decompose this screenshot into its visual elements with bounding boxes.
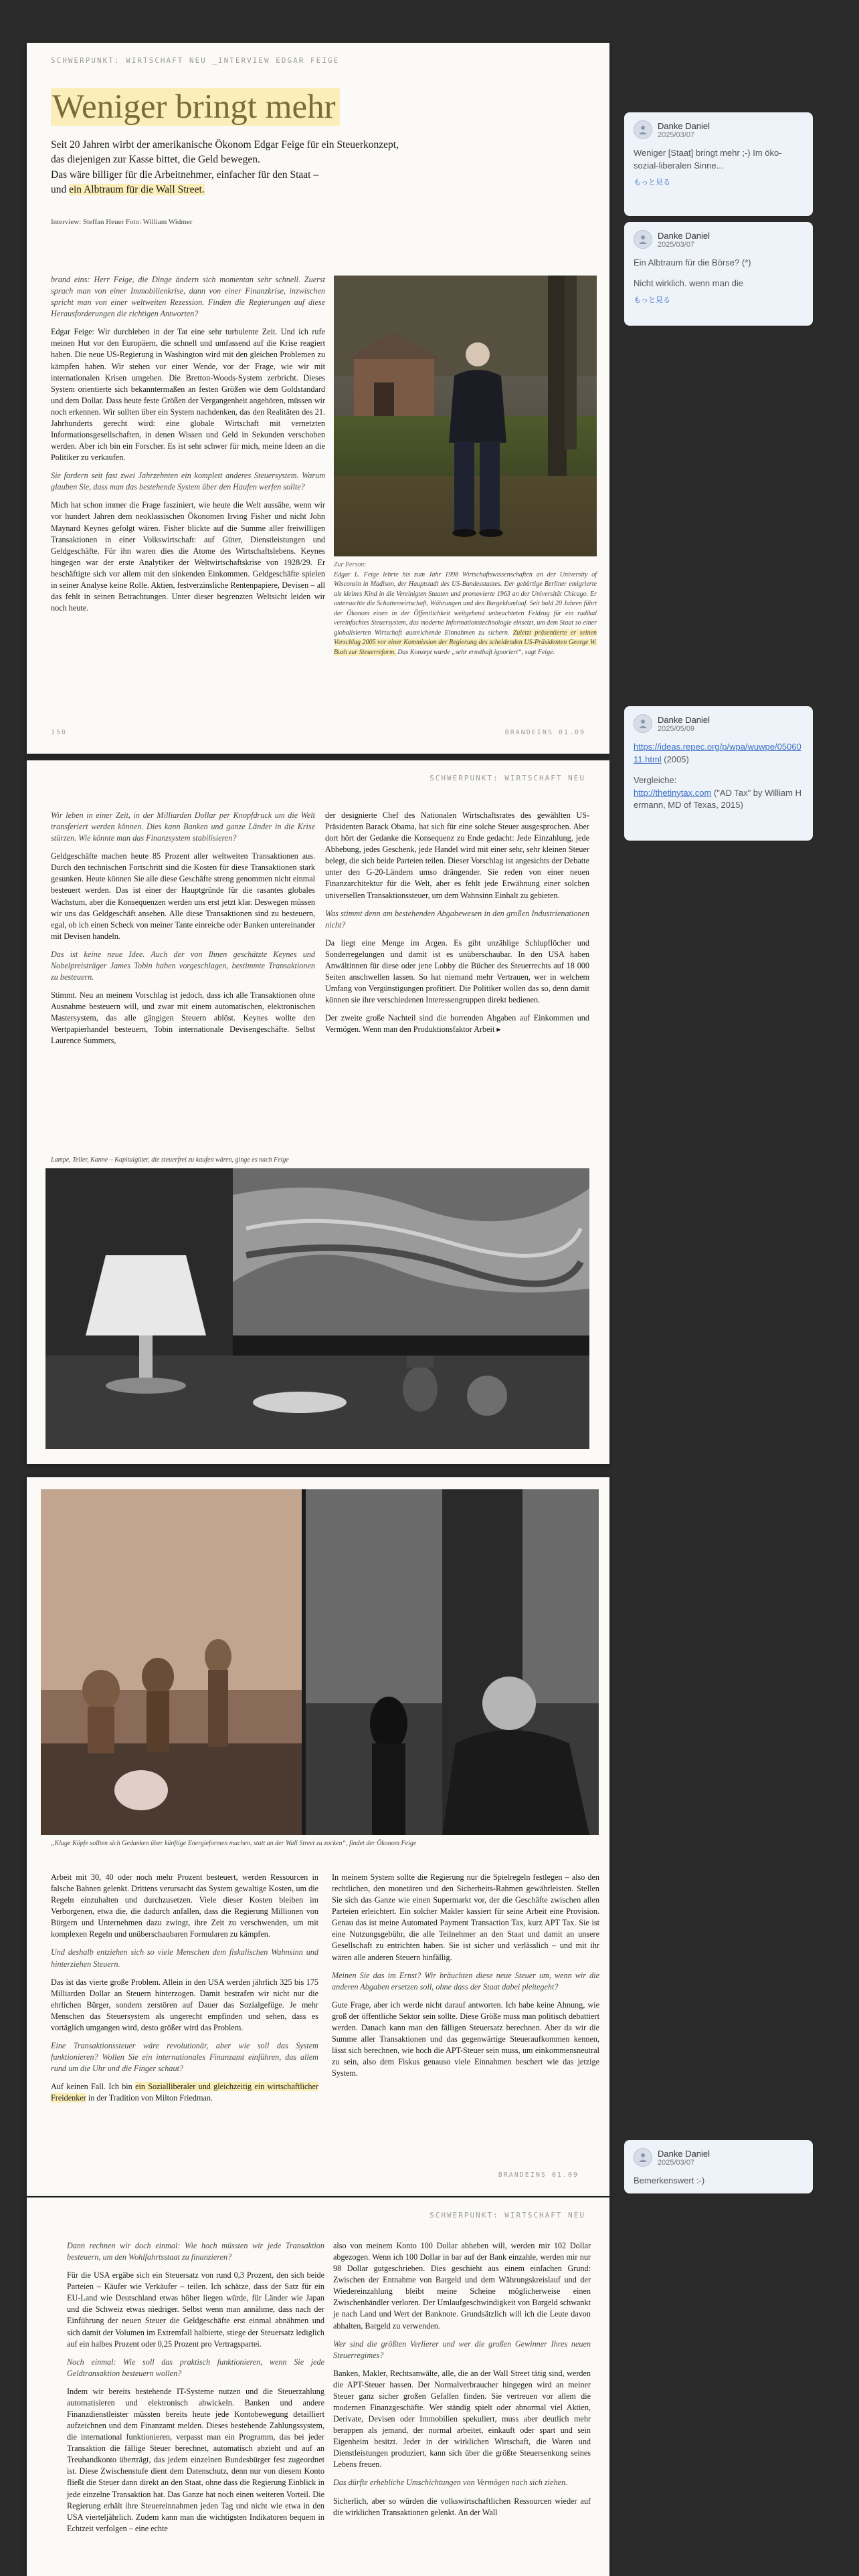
image-caption: Lampe, Teller, Kanne – Kapitalgüter, die steuerfrei zu kaufen wären, ginge es nach Feige (51, 1156, 289, 1164)
question: brand eins: Herr Feige, die Dinge ändern sich momentan sehr schnell. Zuerst sprach man von einer Immobilienkrise, dann von einer Finanzkrise, inzwischen spricht man von einer weltweiten Rezession. Finden die Regierungen auf diese Herausforderungen die richtigen Antworten? (51, 275, 325, 319)
portrait-photo (334, 276, 597, 556)
question: Sie fordern seit fast zwei Jahrzehnten ein komplett anderes Steuersystem. Warum glauben Sie, dass man das bestehende System über den Haufen werfen sollte? (51, 471, 325, 492)
answer: Für die USA ergäbe sich ein Steuersatz von rund 0,3 Prozent, den sich beide Parteien – Käufer wie Verkäufer – teilen. Ich schätze, dass der Satz für ein EU-Land wie Deutschland etwas höher liegen würde, für Länder wie Japan und die Schweiz etwas niedriger. Selbst wenn man annähme, dass nach der Einführung der neuen Steuer die Geldgeschäfte erst einmal abnähmen und sich damit der Volumen im Extremfall halbierte, stiege der Steuersatz lediglich auf ein halbes Prozent oder 0,25 Prozent pro Vertragspartei. (67, 2270, 324, 2349)
comment-date: 2025/05/09 (658, 724, 695, 733)
person-caption: Zur Person: Edgar L. Feige lehrte bis zum Jahr 1998 Wirtschaftswissenschaften an der University of Wisconsin in Madison, der Hauptstadt des US-Bundesstaates. Der gebürtige Berliner emigrierte als kleines Kind in die Vereinigten Staaten und promovierte 1963 an der Universität Chicago. Er untersuchte die Schattenwirtschaft, Währungen und den Bargeldumlauf. Seit bald 20 Jahren führt der Ökonom einen in der Öffentlichkeit weitgehend unbeachteten Feldzug für ein radikal vereinfachtes Steuersystem, das moderne Informationstechnologie einsetzt, um dem Staat so einer globalisierten Wirtschaft ausreichende Einnahmen zu sichern. Zuletzt präsentierte er seinen Vorschlag 2005 vor einer Kommission der Regierung des scheidenden US-Präsidenten George W. Bush zur Steuerreform. Das Konzept wurde „sehr ernsthaft ignoriert“, sagt Feige. (334, 561, 597, 656)
comment-card[interactable] (624, 706, 813, 841)
comment-date: 2025/03/07 (658, 240, 695, 249)
user-icon (638, 718, 648, 729)
question: Wir leben in einer Zeit, in der Milliarden Dollar per Knopfdruck um die Welt transferiert werden können. Dies kann Banken und ganze Länder in die Krise stürzen. Wie könnte man das Finanzsystem stabilisieren? (51, 811, 315, 843)
comment-author: Danke Daniel (658, 714, 710, 725)
user-icon (638, 124, 648, 135)
answer: Sicherlich, aber so würden die volkswirtschaftlichen Ressourcen wieder auf die wirklichen Transaktionen gelenkt. An der Wall (333, 2496, 591, 2517)
question: Eine Transaktionssteuer wäre revolutionär, aber wie soll das System funktionieren? Wollen Sie ein internationales Finanzamt einführen, das allem rund um die Uhr und die Finger schaut? (51, 2041, 318, 2074)
image-caption: „Kluge Köpfe sollten sich Gedanken über künftige Energieformen machen, statt an der Wall Street zu zocken“, findet der Ökonom Feige (51, 1840, 417, 1847)
question: Dann rechnen wir doch einmal: Wie hoch müssten wir jede Transaktion besteuern, um den Wohlfahrtsstaat zu finanzieren? (67, 2241, 324, 2262)
article-lead: Seit 20 Jahren wirbt der amerikanische Ökonom Edgar Feige für ein Steuerkonzept, das diejenigen zur Kasse bittet, die Geld bewegen. Das wäre billiger für die Arbeitnehmer, einfacher für den Staat – und ein Albtraum für die Wall Street. (51, 139, 399, 196)
comment-body: Bemerkenswert :-) (634, 2175, 705, 2185)
question: Das dürfte erhebliche Umschichtungen von Vermögen nach sich ziehen. (333, 2478, 568, 2488)
answer: Der zweite große Nachteil sind die horrenden Abgaben auf Einkommen und Vermögen. Wenn man den Produktionsfaktor Arbeit ▸ (325, 1013, 589, 1035)
credits: Interview: Steffan Heuer Foto: William Widmer (51, 218, 193, 226)
article-column-right (332, 1872, 599, 2086)
show-more-link[interactable]: もっと見る (634, 178, 670, 187)
article-column-left (51, 1872, 318, 2111)
avatar (634, 2148, 652, 2167)
interview-photo (41, 1489, 599, 1835)
comment-body: Ein Albtraum für die Börse? (*) Nicht wirklich. wenn man die (634, 257, 751, 288)
comment-author: Danke Daniel (658, 120, 710, 131)
highlight[interactable]: ein Albtraum für die Wall Street. (69, 184, 205, 196)
comment-card[interactable] (624, 222, 813, 326)
answer: Mich hat schon immer die Frage fasziniert, wie heute die Welt aussähe, wenn wir vor hundert Jahren dem neoklassischen Ökonomen Irving Fisher und nicht John Maynard Keynes gefolgt wären. Fisher blickte auf die Summe aller freiwilligen Transaktionen in einer Volkswirtschaft: auf Güter, Dienstleistungen und Geldgeschäfte. Für ihn waren dies die Atome des Wirtschaftslebens. Keynes hingegen war der erste Analytiker der Weltwirtschaftskrise von 1928/29. Er beschäftigte sich vor allem mit den sinkenden Einkommen. Geldgeschäfte spielen in seiner Analyse keine Rolle. Aktien, festverzinsliche Rentenpapiere, Devisen – all das fehlt in seinen Betrachtungen. Unter dieser begrenzten Weltsicht leiden wir noch heute. (51, 500, 325, 613)
answer: Gute Frage, aber ich werde nicht darauf antworten. Ich habe keine Ahnung, wie groß der öffentliche Sektor sein sollte. Diese Größe muss man politisch debattiert werden. Danach kann man den fälligen Steuersatz berechnen. Aber da wir die Summe aller Transaktionen und das gegenwärtige Steueraufkommen kennen, lässt sich berechnen, wie hoch die APT-Steuer sein muss, um einkommensneutral zu sein, also dem Fiskus genauso viele Einnahmen beschert wie das jetzige System. (332, 2000, 599, 2078)
running-head: SCHWERPUNKT: WIRTSCHAFT NEU (430, 2211, 585, 2220)
issue-label: BRANDEINS 01.09 (498, 2171, 579, 2179)
user-icon (638, 2152, 648, 2163)
comment-body: https://ideas.repec.org/p/wpa/wuwpe/0506011.html (2005) Vergleiche: http://thetinytax.com ("AD Tax" by William Hermann, MD of Texas, 2015) (634, 742, 802, 811)
answer: Da liegt eine Menge im Argen. Es gibt unzählige Schlupflöcher und Sonderregelungen und damit ist es unüberschaubar. In den USA haben Anwältinnen für diese oder jene Lobby die Bücher des Steuerrechts auf 18 000 Seiten anschwellen lassen. So hat niemand mehr Vertrauen, wer in welchem Umfang von Vergünstigungen profitiert. Die Politiker wollen das so, denn damit können sie ihre verschiedenen Interessengruppen direkt bedienen. (325, 938, 589, 1005)
comment-author: Danke Daniel (658, 230, 710, 241)
comment-link[interactable]: http://thetinytax.com (634, 787, 712, 798)
magazine-page-4 (27, 2197, 609, 2576)
article-column-left (51, 274, 325, 621)
question: Das ist keine neue Idee. Auch der von Ihnen geschätzte Keynes und Nobelpreisträger James Tobin haben vorgeschlagen, bestimmte Transaktionen zu besteuern. (51, 949, 315, 982)
comment-date: 2025/03/07 (658, 130, 695, 139)
issue-label: BRANDEINS 01.09 (504, 729, 585, 736)
highlight[interactable]: Zuletzt präsentierte er seinen Vorschlag 2005 vor einer Kommission der Regierung des scheidenden US-Präsidenten George W. Bush zur Steuerreform. (334, 629, 597, 656)
magazine-page-3 (27, 1477, 609, 2196)
article-column-right (333, 2240, 591, 2525)
article-title: Weniger bringt mehr (51, 87, 340, 128)
comment-card[interactable] (624, 112, 813, 216)
answer: Edgar Feige: Wir durchleben in der Tat eine sehr turbulente Zeit. Und ich rufe meinen Hut vor den Europäern, die schnell und umfassend auf die Krise reagiert haben. Die neue US-Regierung in Washington wird mit den gleichen Problemen zu kämpfen haben. Wir stehen vor einer Wende, vor der Frage, wie wir mit internationalen Krisen umgehen. Die Bretton-Woods-System zerbricht. Dieses System orientierte sich bekanntermaßen an festen Größen wie dem Goldstandard und dem Dollar. Dass heute feste Größen der Vergangenheit angehören, müssen wir noch erkennen. Wir sollten über ein System nachdenken, das den Realitäten des 21. Jahrhunderts gerecht wird: eine globale Wirtschaft mit vernetzten Informationsgesellschaften, in denen Wissen und Geld in Sekunden verschoben werden. Aber ich bin ein Forscher. Es ist sehr schwer für mich, meine Ideen an die Politiker zu verkaufen. (51, 327, 325, 463)
question: Und deshalb entziehen sich so viele Menschen dem fiskalischen Wahnsinn und hinterziehen Steuern. (51, 1947, 318, 1969)
comment-date: 2025/03/07 (658, 2158, 695, 2167)
answer: Geldgeschäfte machen heute 85 Prozent aller weltweiten Transaktionen aus. Durch den technischen Fortschritt sind die Kosten für diese Transaktionen stark gesunken. Heute können Sie alle diese Geschäfte streng genommen nicht einmal besteuert werden. Das ist einer der Hauptgründe für die rasantes globales Wachstum, aber die Konsequenzen werden uns erst jetzt klar. Deswegen müssen wir uns das Geldgeschäft ansehen. Alle diese Transaktionen sind zu besteuern, egal, ob ich einen Scheck von meiner Tante einreiche oder Banken untereinander mit Devisen handeln. (51, 851, 315, 941)
answer: Das ist das vierte große Problem. Allein in den USA werden jährlich 325 bis 175 Milliarden Dollar an Steuern hinterzogen. Damit bestrafen wir nicht nur die ehrlichen Bürger, sondern zerstören auf Dauer das Sozialgefüge. Je mehr Menschen das Steuersystem als ungerecht empfinden und sehen, dass es vortäglich umgangen wird, desto größer wird das Problem. (51, 1977, 318, 2032)
article-column-left (67, 2240, 324, 2541)
running-head: SCHWERPUNKT: WIRTSCHAFT NEU (430, 774, 585, 782)
answer: Arbeit mit 30, 40 oder noch mehr Prozent besteuert, werden Ressourcen in falsche Bahnen gelenkt. Drittens verursacht das System gewaltige Kosten, um die Regeln einzuhalten und durchzusetzen. Viele dieser Kosten bleiben im Verborgenen, etwa die, die dadurch anfallen, dass die Regierung Millionen von Bürgern und Unternehmen dazu zwingt, ihre Zeit zu verschwenden, um mit komplexen Regeln und unüberschaubaren Formularen zu kämpfen. (51, 1872, 318, 1939)
question: Wer sind die größten Verlierer und wer die großen Gewinner Ihres neuen Steuerregimes? (333, 2339, 591, 2360)
comment-card[interactable] (624, 2140, 813, 2193)
comment-body: Weniger [Staat] bringt mehr ;-) Im öko-sozial-liberalen Sinne... (634, 148, 782, 171)
page-number: 150 (51, 729, 68, 736)
article-column-right (325, 810, 589, 1042)
question: Meinen Sie das im Ernst? Wir bräuchten diese neue Steuer um, wenn wir die anderen Abgaben ersetzen soll, ohne dass der Staat dabei pleitegeht? (332, 1970, 599, 1992)
avatar (634, 230, 652, 249)
answer: Auf keinen Fall. Ich bin ein Sozialliberaler und gleichzeitig ein wirtschaftlicher Freidenker in der Tradition von Milton Friedman. (51, 2082, 318, 2103)
highlight[interactable]: ein Sozialliberaler und gleichzeitig ein wirtschaftlicher Freidenker (51, 2082, 318, 2103)
still-life-photo (45, 1168, 589, 1449)
article-column-left (51, 810, 315, 1053)
magazine-page-2 (27, 760, 609, 1464)
user-icon (638, 234, 648, 245)
question: Was stimmt denn am bestehenden Abgabewesen in den großen Industrienationen nicht? (325, 908, 589, 930)
running-head: SCHWERPUNKT: WIRTSCHAFT NEU _INTERVIEW EDGAR FEIGE (51, 56, 340, 65)
question: Noch einmal: Wie soll das praktisch funktionieren, wenn Sie jede Geldtransaktion besteuern wollen? (67, 2357, 324, 2378)
avatar (634, 714, 652, 733)
avatar (634, 120, 652, 139)
answer: der designierte Chef des Nationalen Wirtschaftsrates des gewählten US-Präsidenten Barack Obama, hat sich für eine solche Steuer ausgesprochen. Aber dort hört der Gedanke die Konsequenz zu Ende gedacht: Jede Einzahlung, jede Abhebung, jedes Geschenk, jede Handel wird mit einer sehr, sehr kleinen Steuer belegt, die sich beide Parteien teilen. Dieser Vorschlag ist angesichts der Debatte unter den G-20-Ländern umso drängender. Sie reden von einer neuen Finanzarchitektur für die Welt, aber es fehlt jede Erwähnung einer solchen universellen Transaktionssteuer, um dem Wahnsinn Einhalt zu gebieten. (325, 811, 589, 900)
answer: Banken, Makler, Rechtsanwälte, alle, die an der Wall Street tätig sind, werden die APT-Steuer hassen. Der Normalverbraucher hingegen wird an meiner Steuer ganz sicher großen Gefallen finden. Sie vertreuen vor allem die modernen Finanzgeschäfte. Wer ständig spielt oder abnormal viel Aktien, Derivate, Devisen oder Immobilien spekuliert, muss aber deutlich mehr berappen als jemand, der normal arbeitet, einkauft oder spart und sein Eigenheim besitzt. Jeder in der wirklichen Wirtschaft, die Waren und Dienstleistungen produziert, kann sich über die größte Steuersenkung seines Lebens freuen. (333, 2368, 591, 2470)
comment-author: Danke Daniel (658, 2148, 710, 2159)
show-more-link[interactable]: もっと見る (634, 296, 670, 304)
answer: also von meinem Konto 100 Dollar abheben will, werden mir 102 Dollar abgezogen. Wenn ich 100 Dollar in bar auf der Bank einzahle, werden mir nur 98 Dollar gutgeschrieben. Dies geschieht aus einem einfachen Grund: Zwischen der Entnahme von Bargeld und dem Währungskreislauf und der Wiedereinzahlung bleibt meine Scheine möglicherweise einen Zwischenhändler verloren. Der Umlaufgeschwindigkeit von Bargeld schwankt je nach Land und Wert der Banknote. Grundsätzlich will ich die Leute davon abhalten, Bargeld zu verwenden. (333, 2241, 591, 2331)
answer: Stimmt. Neu an meinem Vorschlag ist jedoch, dass ich alle Transaktionen ohne Ausnahme besteuern will, und zwar mit einem automatischen, elektronischen Mastersystem, das alle gängigen Steuern ablöst. Keynes wollte den Wertpapierhandel besteuern, Tobin internationale Devisengeschäfte. Selbst Laurence Summers, (51, 990, 315, 1046)
answer: Indem wir bereits bestehende IT-Systeme nutzen und die Steuerzahlung automatisieren und elektronisch abwickeln. Banken und andere Finanzdienstleister müssten bereits heute jede Kontobewegung detailliert aufzeichnen und dem Finanzamt melden. Dieses bestehende Zahlungssystem, die international funktionieren, verpasst man ein Programm, das bei jeder Transaktion die fällige Steuer berechnet, automatisch abzieht und auf an Treuhandkonto überträgt, das jedem einzelnen Bundesbürger fest zugeordnet ist. Diese Zwischenstufe dient dem Datenschutz, denn nur von diesem Konto fließt die Steuer dann direkt an den Staat, ohne dass die Regierung Einblick in jede einzelne Transaktion hat. Das Ganze hat noch einen weiteren Vorteil. Die Regierung erhält ihre Steuereinnahmen jeden Tag und nicht wie etwa in den USA vierteljährlich. Zudem kann man die wichtigsten Indikatoren bequem in Echtzeit verfolgen – eine echte (67, 2386, 324, 2533)
magazine-page-1 (27, 43, 609, 754)
answer: In meinem System sollte die Regierung nur die Spielregeln festlegen – also den rechtlichen, den monetären und den Sicherheits-Rahmen gewährleisten. Stellen Sie sich das Ganze wie einen Supermarkt vor, der die Geschäfte zwischen allen Parteien erleichtert. Ein solcher Makler kassiert für seine Arbeit eine Provision. Genau das ist meine Automated Payment Transaction Tax, kurz APT Tax. Sie ist eine Nutzungsgebühr, die alle Teilnehmer an den Staat und damit an unsere Gesellschaft zu entrichten haben. Sie ist sicher und verlässlich – und mit ihr wären alle anderen Steuern hinfällig. (332, 1872, 599, 1962)
comment-link[interactable]: https://ideas.repec.org/p/wpa/wuwpe/0506011.html (634, 742, 801, 764)
